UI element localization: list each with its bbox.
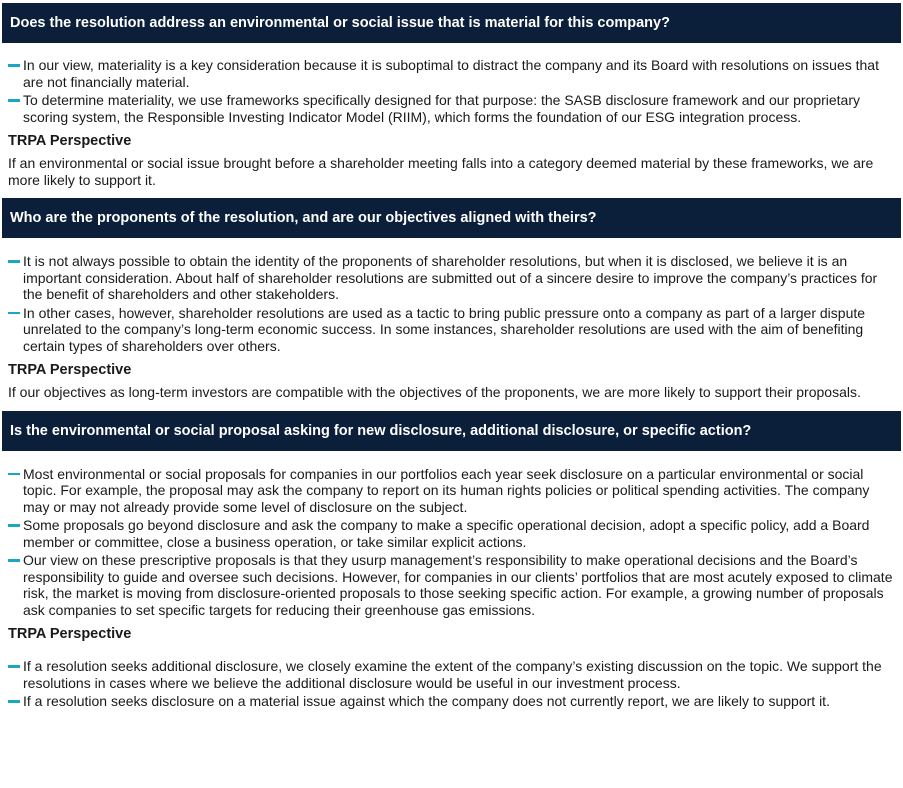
perspective-title: TRPA Perspective <box>8 362 132 378</box>
bullet-item <box>8 552 899 618</box>
bullet-item <box>8 253 899 303</box>
perspective-bullet-list <box>0 658 903 710</box>
section-heading: Does the resolution address an environmental or social issue that is material for this company? <box>2 3 901 43</box>
bullet-text: To determine materiality, we use frameworks specifically designed for that purpose: the SASB disclosure framework and our proprietary scoring system, the Responsible Investing Indicator Model (RIIM), which forms the foundation of our ESG integration process. <box>23 92 861 125</box>
bullet-item <box>8 517 899 550</box>
bullet-text: If a resolution seeks disclosure on a material issue against which the company does not currently report, we are likely to support it. <box>23 693 830 709</box>
section-materiality <box>0 3 903 188</box>
bullet-item <box>8 693 899 710</box>
perspective-title: TRPA Perspective <box>8 626 132 642</box>
perspective-text: If our objectives as long-term investors are compatible with the objectives of the proponents, we are more likely to support their proposals. <box>8 384 861 400</box>
section-proponents <box>0 198 903 401</box>
dash-bullet-icon <box>8 700 20 703</box>
section-heading: Who are the proponents of the resolution, and are our objectives aligned with theirs? <box>2 198 901 238</box>
bullet-text: In other cases, however, shareholder resolutions are used as a tactic to bring public pressure onto a company as part of a larger dispute unrelated to the company’s long-term economic success. In some instances, shareholder resolutions are used with the aim of benefiting certain types of shareholders over others. <box>23 304 866 354</box>
bullet-text: Most environmental or social proposals for companies in our portfolios each year seek disclosure on a particular environmental or social topic. For example, the proposal may ask the company to report on its human rights policies or political spending activities. The company may or may not already provide some level of disclosure on the subject. <box>23 465 870 515</box>
perspective-text: If an environmental or social issue brought before a shareholder meeting falls into a category deemed material by these frameworks, we are more likely to support it. <box>8 155 874 188</box>
section-disclosure <box>0 411 903 710</box>
dash-bullet-icon <box>8 559 20 562</box>
bullet-text: It is not always possible to obtain the identity of the proponents of shareholder resolutions, but when it is disclosed, we believe it is an important consideration. About half of shareholder resolutions are submitted out of a sincere desire to improve the company’s practices for the benefit of shareholders and other stakeholders. <box>23 253 878 302</box>
bullet-item <box>8 658 899 691</box>
bullet-item <box>8 305 899 355</box>
dash-bullet-icon <box>8 64 20 67</box>
bullet-item <box>8 466 899 516</box>
bullet-text: In our view, materiality is a key consideration because it is suboptimal to distract the company and its Board with resolutions on issues that are not financially material. <box>23 57 879 90</box>
dash-bullet-icon <box>8 312 20 315</box>
section-heading: Is the environmental or social proposal asking for new disclosure, additional disclosure, or specific action? <box>2 411 901 451</box>
dash-bullet-icon <box>8 99 20 102</box>
bullet-list <box>0 253 903 354</box>
dash-bullet-icon <box>8 665 20 668</box>
dash-bullet-icon <box>8 473 20 476</box>
bullet-text: If a resolution seeks additional disclosure, we closely examine the extent of the company’s existing discussion on the topic. We support the resolutions in cases where we believe the additional disclosure would be useful in our investment process. <box>23 658 882 691</box>
bullet-item <box>8 92 899 125</box>
perspective-title: TRPA Perspective <box>8 133 132 149</box>
dash-bullet-icon <box>8 260 20 263</box>
document-page <box>0 3 903 788</box>
bullet-text: Our view on these prescriptive proposals is that they usurp management’s responsibility to make operational decisions and the Board’s responsibility to guide and oversee such decisions. However, for companies in our clients’ portfolios that are most acutely exposed to climate risk, the market is moving from disclosure-oriented proposals to those seeking specific action. For example, a growing number of proposals ask companies to set specific targets for reducing their greenhouse gas emissions. <box>23 552 893 618</box>
bullet-item <box>8 57 899 90</box>
bullet-list <box>0 466 903 619</box>
dash-bullet-icon <box>8 524 20 527</box>
bullet-list <box>0 57 903 125</box>
bullet-text: Some proposals go beyond disclosure and ask the company to make a specific operational decision, adopt a specific policy, add a Board member or committee, close a business operation, or take similar explicit actions. <box>23 517 870 550</box>
